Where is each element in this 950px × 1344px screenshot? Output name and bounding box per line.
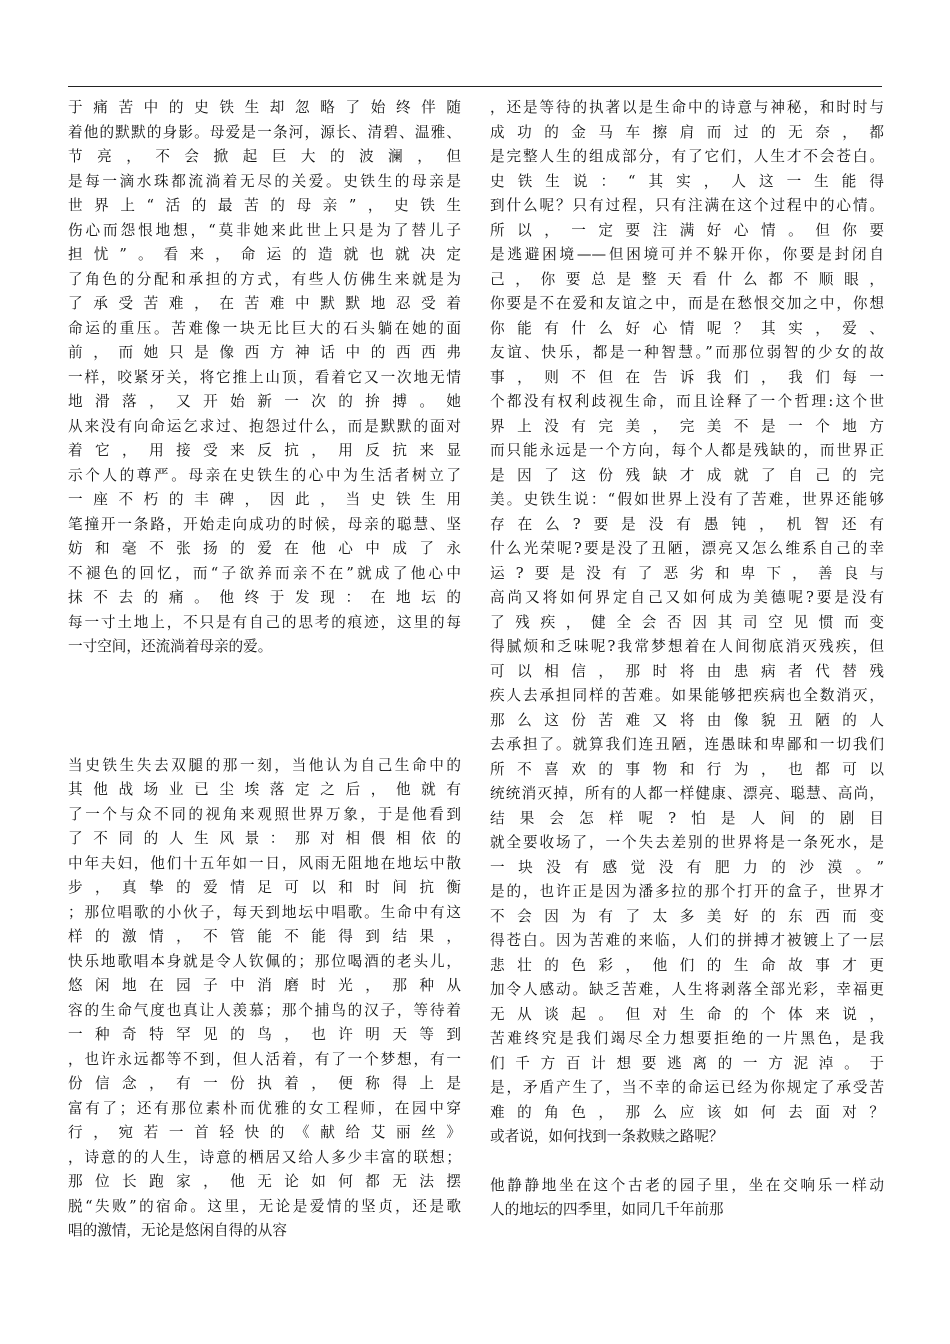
text-line: 加令人感动。缺乏苦难，人生将剥落全部光彩，幸福更 <box>490 981 884 998</box>
text-line: 了不同的人生风景：那对相偎相依的 <box>68 830 461 847</box>
text-line: 不褪色的回忆，而“子欲养而亲不在”就成了他心中 <box>68 564 461 582</box>
paragraph-life-scenery <box>68 754 461 1244</box>
text-line: 疾人去承担同样的苦难。如果能够把疾病也全数消灭， <box>490 687 884 704</box>
text-line: 前，而她只是像西方神话中的西西弗 <box>68 344 461 361</box>
paragraph-spacer <box>490 1150 884 1174</box>
text-line: 了残疾，健全会否因其司空见惯而变 <box>490 613 884 631</box>
text-line: ，还是等待的执著以是生命中的诗意与神秘，和时时与 <box>490 99 884 116</box>
text-line: 不会因为有了太多美好的东西而变 <box>490 907 884 925</box>
text-line: 地滑落，又开始新一次的拚搏。她 <box>68 393 461 410</box>
text-line: 中年夫妇，他们十五年如一日，风雨无阻地在地坛中散 <box>68 854 461 872</box>
text-line: 他静静地坐在这个古老的园子里，坐在交响乐一样动 <box>490 1176 884 1194</box>
text-line: 界上没有完美，完美不是一个地方 <box>490 417 884 435</box>
text-line: ；那位唱歌的小伙子，每天到地坛中唱歌。生命中有这 <box>68 903 461 921</box>
text-line: 命运的重压。苦难像一块无比巨大的石头躺在她的面 <box>68 319 461 337</box>
text-line: 存在么?要是没有愚钝，机智还有 <box>490 515 884 533</box>
text-line: 到什么呢？只有过程，只有注满在这个过程中的心情。 <box>490 197 884 214</box>
text-line: 担忧”。看来，命运的造就也就决定 <box>68 246 461 263</box>
text-line: 是完整人生的组成部分，有了它们，人生才不会苍白。 <box>490 148 884 165</box>
text-line: 当史铁生失去双腿的那一刻，当他认为自己生命中的 <box>68 756 461 774</box>
text-line: 美。史铁生说：“假如世界上没有了苦难，世界还能够 <box>490 491 884 508</box>
text-line: 脱“失败”的宿命。这里，无论是爱情的坚贞，还是歌 <box>68 1197 461 1215</box>
text-line: ，也许永远都等不到，但人活着，有了一个梦想，有一 <box>68 1050 461 1068</box>
paragraph-ancient-garden <box>490 1174 884 1223</box>
text-line: 们千方百计想要逃离的一方泥淖。于 <box>490 1054 884 1072</box>
text-line: 一寸空间，还流淌着母亲的爱。 <box>68 638 273 655</box>
text-line: 一块没有感觉没有肥力的沙漠。” <box>490 858 884 876</box>
text-line: 那位长跑家，他无论如何都无法摆 <box>68 1173 461 1190</box>
text-line: 示个人的尊严。母亲在史铁生的心中为生活者树立了 <box>68 466 461 484</box>
text-line: 份信念，有一份执着，便称得上是 <box>68 1075 461 1092</box>
text-line: 一座不朽的丰碑，因此，当史铁生用 <box>68 491 461 508</box>
header-rule <box>68 86 882 87</box>
text-line: 是的，也许正是因为潘多拉的那个打开的盒子，世界才 <box>490 883 884 900</box>
text-line: 一种奇特罕见的鸟，也许明天等到 <box>68 1026 461 1043</box>
right-column <box>490 96 884 1223</box>
text-line: 悠闲地在园子中消磨时光，那种从 <box>68 977 461 994</box>
left-column <box>68 96 461 1244</box>
text-line: 步，真挚的爱情足可以和时间抗衡 <box>68 879 461 896</box>
text-line: 妨和毫不张扬的爱在他心中成了永 <box>68 540 461 557</box>
text-line: 是，矛盾产生了，当不幸的命运已经为你规定了承受苦 <box>490 1079 884 1096</box>
text-line: 就全要收场了，一个失去差别的世界将是一条死水，是 <box>490 834 884 851</box>
paragraph-spacer <box>68 660 461 754</box>
text-line: 着他的默默的身影。母爱是一条河，源长、清碧、温雅、 <box>68 123 461 141</box>
text-line: 什么光荣呢?要是没了丑陋，漂亮又怎么维系自己的幸 <box>490 540 884 557</box>
text-line: 笔撞开一条路，开始走向成功的时候，母亲的聪慧、坚 <box>68 515 461 533</box>
text-line: 节亮，不会掀起巨大的波澜，但 <box>68 148 461 165</box>
text-line: 你能有什么好心情呢？其实，爱、 <box>490 319 884 337</box>
text-line: 统统消灭掉，所有的人都一样健康、漂亮、聪慧、高尚， <box>490 785 884 802</box>
text-line: 了承受苦难，在苦难中默默地忍受着 <box>68 295 461 312</box>
text-line: 唱的激情，无论是悠闲自得的从容 <box>68 1222 287 1239</box>
text-line: 人的地坛的四季里，如同几千年前那 <box>490 1201 724 1218</box>
text-line: 富有了；还有那位素朴而优雅的女工程师，在园中穿 <box>68 1099 461 1117</box>
text-line: 友谊、快乐，都是一种智慧。”而那位弱智的少女的故 <box>490 344 884 361</box>
text-line: 去承担了。就算我们连丑陋，连愚昧和卑鄙和一切我们 <box>490 736 884 753</box>
text-line: 高尚又将如何界定自己又如何成为美德呢?要是没有 <box>490 589 884 606</box>
text-line: 所以，一定要注满好心情。但你要 <box>490 221 884 239</box>
text-line: 事，则不但在告诉我们，我们每一 <box>490 368 884 386</box>
text-line: 行，宛若一首轻快的《献给艾丽丝》 <box>68 1124 461 1141</box>
text-line: 了一个与众不同的视角来观照世界万象，于是他看到 <box>68 805 461 823</box>
text-line: 伤心而怨恨地想，“莫非她来此世上只是为了替儿子 <box>68 221 461 239</box>
text-line: 可以相信，那时将由患病者代替残 <box>490 662 884 680</box>
paragraph-suffering-meaning <box>490 96 884 1150</box>
text-line: 史铁生说：“其实，人这一生能得 <box>490 172 884 190</box>
text-line: 得苍白。因为苦难的来临，人们的拼搏才被镀上了一层 <box>490 932 884 949</box>
text-line: 抹不去的痛。他终于发现：在地坛的 <box>68 589 461 606</box>
text-line: 无从谈起。但对生命的个体来说， <box>490 1005 884 1023</box>
text-line: 着它，用接受来反抗，用反抗来显 <box>68 442 461 459</box>
text-line: 得腻烦和乏味呢?我常梦想着在人间彻底消灭残疾，但 <box>490 638 884 655</box>
text-line: 悲壮的色彩，他们的生命故事才更 <box>490 956 884 974</box>
text-line: 每一寸土地上，不只是有自己的思考的痕迹，这里的每 <box>68 613 461 631</box>
text-line: 一样，咬紧牙关，将它推上山顶，看着它又一次地无情 <box>68 368 461 386</box>
text-line: 其他战场业已尘埃落定之后，他就有 <box>68 781 461 798</box>
text-line: 己，你要总是整天看什么都不顺眼， <box>490 270 884 288</box>
text-line: 而只能永远是一个方向，每个人都是残缺的，而世界正 <box>490 442 884 459</box>
text-line: 样的激情，不管能不能得到结果， <box>68 928 461 945</box>
text-line: 于痛苦中的史铁生却忽略了始终伴随 <box>68 99 461 116</box>
text-line: 是逃避困境——但困境可并不躲开你，你要是封闭自 <box>490 246 884 263</box>
text-line: 是每一滴水珠都流淌着无尽的关爱。史铁生的母亲是 <box>68 172 461 190</box>
text-line: 苦难终究是我们竭尽全力想要拒绝的一片黑色，是我 <box>490 1030 884 1047</box>
text-line: 世界上“活的最苦的母亲”，史铁生 <box>68 197 461 214</box>
text-line: 从来没有向命运乞求过、抱怨过什么，而是默默的面对 <box>68 417 461 435</box>
text-line: 或者说，如何找到一条救赎之路呢？ <box>490 1128 724 1145</box>
text-line: 那么这份苦难又将由像貌丑陋的人 <box>490 711 884 729</box>
text-line: 了角色的分配和承担的方式，有些人仿佛生来就是为 <box>68 270 461 288</box>
text-line: 个都没有权利歧视生命，而且诠释了一个哲理:这个世 <box>490 393 884 410</box>
text-line: 结果会怎样呢?怕是人间的剧目 <box>490 809 884 827</box>
text-line: 快乐地歌唱本身就是令人钦佩的；那位喝酒的老头儿， <box>68 952 461 970</box>
paragraph-mother-love <box>68 96 461 660</box>
text-line: 是因了这份残缺才成就了自己的完 <box>490 466 884 484</box>
text-line: 所不喜欢的事物和行为，也都可以 <box>490 760 884 778</box>
text-line: 你要是不在爱和友谊之中，而是在愁恨交加之中，你想 <box>490 295 884 312</box>
text-line: 难的角色，那么应该如何去面对？ <box>490 1103 884 1121</box>
text-line: 运?要是没有了恶劣和卑下，善良与 <box>490 564 884 582</box>
text-line: 容的生命气度也真让人羡慕；那个捕鸟的汉子，等待着 <box>68 1001 461 1019</box>
text-line: ，诗意的的人生，诗意的栖居又给人多少丰富的联想； <box>68 1148 461 1166</box>
text-line: 成功的金马车擦肩而过的无奈，都 <box>490 123 884 141</box>
